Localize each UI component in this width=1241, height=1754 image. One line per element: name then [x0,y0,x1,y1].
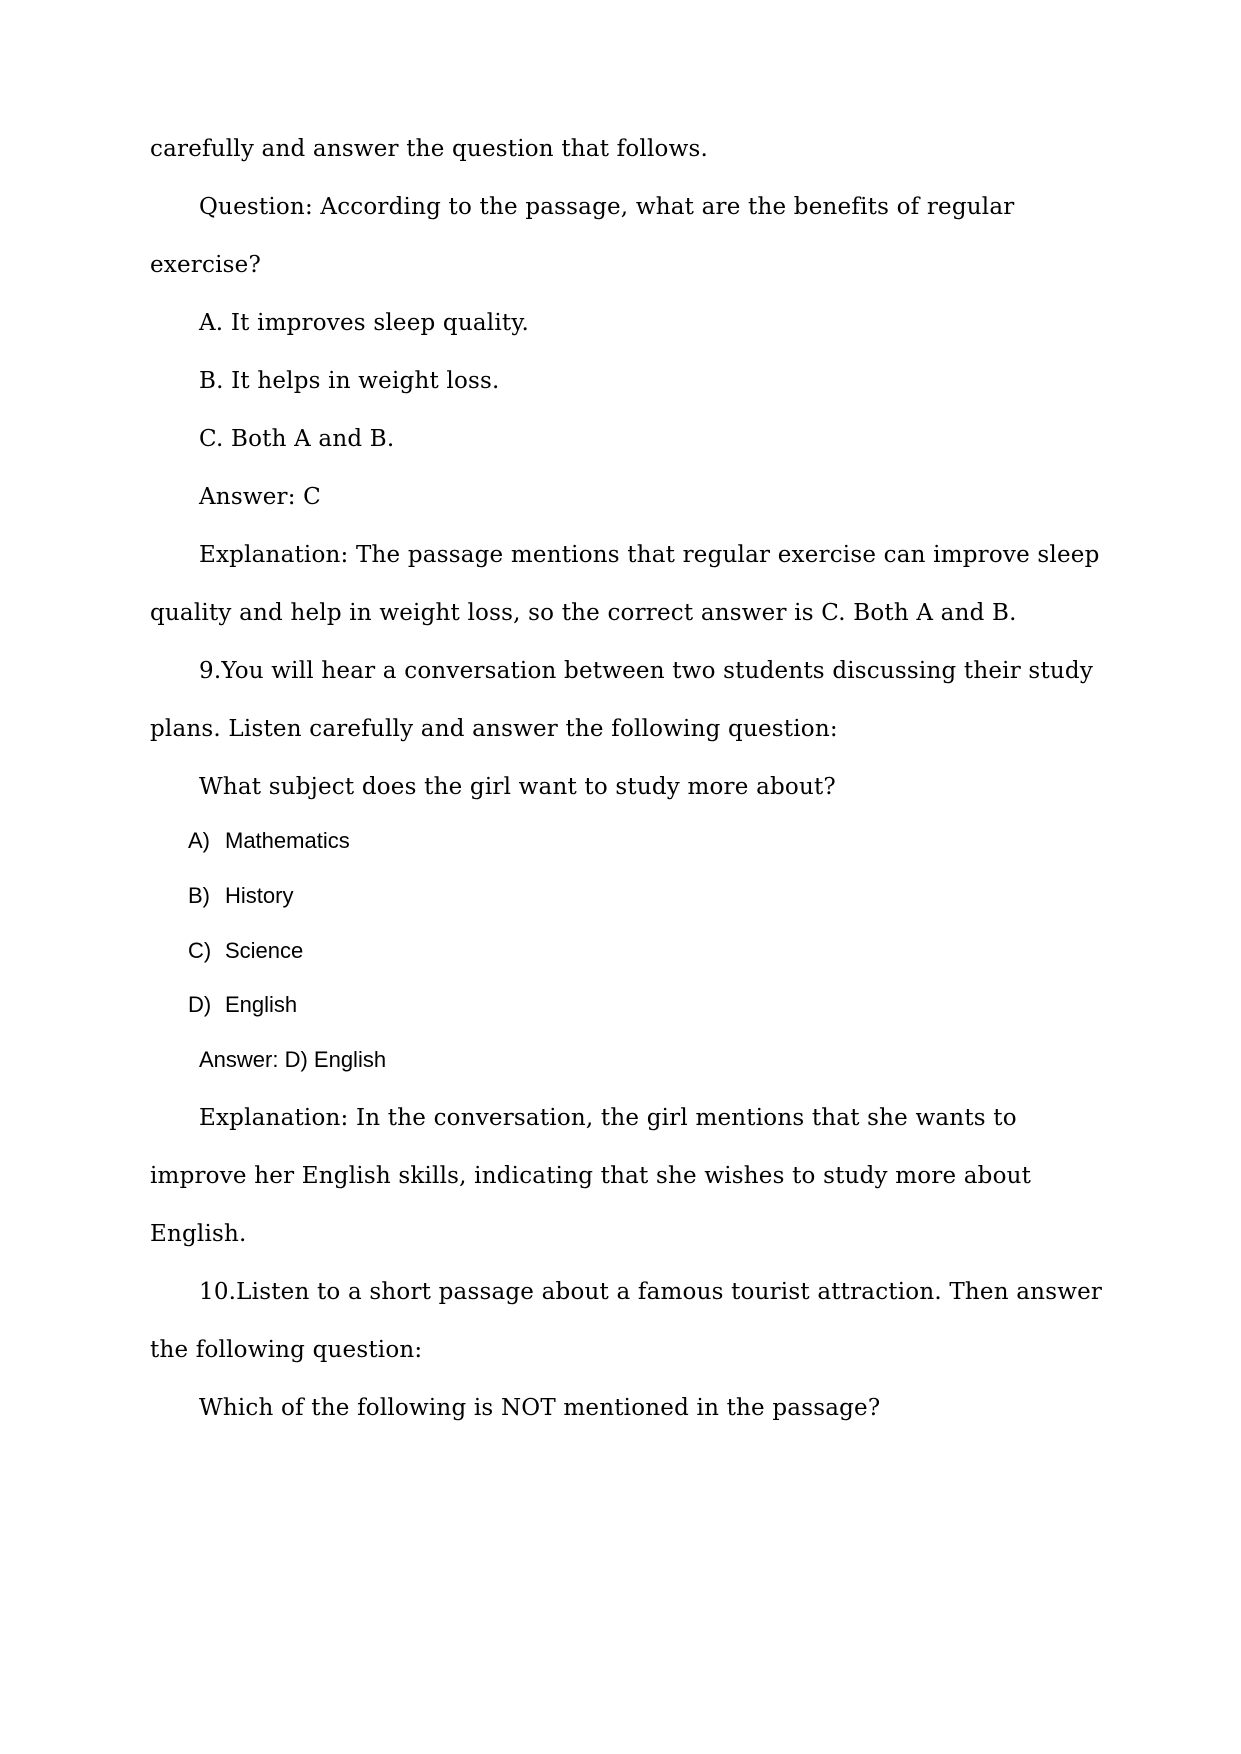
question-8-text: Question: According to the passage, what are the benefits of regular [199,194,1015,220]
q8-option-b: B. It helps in weight loss. [199,368,500,394]
q9-option-c [188,936,303,966]
option-text: Mathematics [225,828,350,853]
continuation-line: carefully and answer the question that follows. [150,136,708,162]
question-9-prompt: 9.You will hear a conversation between two students discussing their study [199,658,1094,684]
q9-explanation-cont: improve her English skills, indicating that she wishes to study more about [150,1163,1032,1189]
q8-explanation-cont: quality and help in weight loss, so the correct answer is C. Both A and B. [150,600,1017,626]
option-text: History [225,883,294,908]
q9-option-a [188,826,350,856]
option-letter: C) [188,938,212,963]
option-text: English [225,992,298,1017]
option-letter: B) [188,883,210,908]
q8-explanation: Explanation: The passage mentions that regular exercise can improve sleep [199,542,1100,568]
q8-option-c: C. Both A and B. [199,426,395,452]
question-8-text-cont: exercise? [150,252,261,278]
q9-option-b [188,881,293,911]
q8-option-a: A. It improves sleep quality. [199,310,529,336]
q9-option-d [188,990,297,1020]
option-letter: D) [188,992,212,1017]
question-9-text: What subject does the girl want to study more about? [199,774,836,800]
question-10-text: Which of the following is NOT mentioned in the passage? [199,1395,881,1421]
question-9-prompt-cont: plans. Listen carefully and answer the following question: [150,716,838,742]
question-10-prompt: 10.Listen to a short passage about a famous tourist attraction. Then answer [199,1279,1103,1305]
option-letter: A) [188,828,210,853]
q9-explanation: Explanation: In the conversation, the girl mentions that she wants to [199,1105,1017,1131]
q9-answer: Answer: D) English [199,1047,387,1072]
option-text: Science [225,938,304,963]
q9-explanation-cont-2: English. [150,1221,247,1247]
q8-answer: Answer: C [199,484,321,510]
question-10-prompt-cont: the following question: [150,1337,423,1363]
